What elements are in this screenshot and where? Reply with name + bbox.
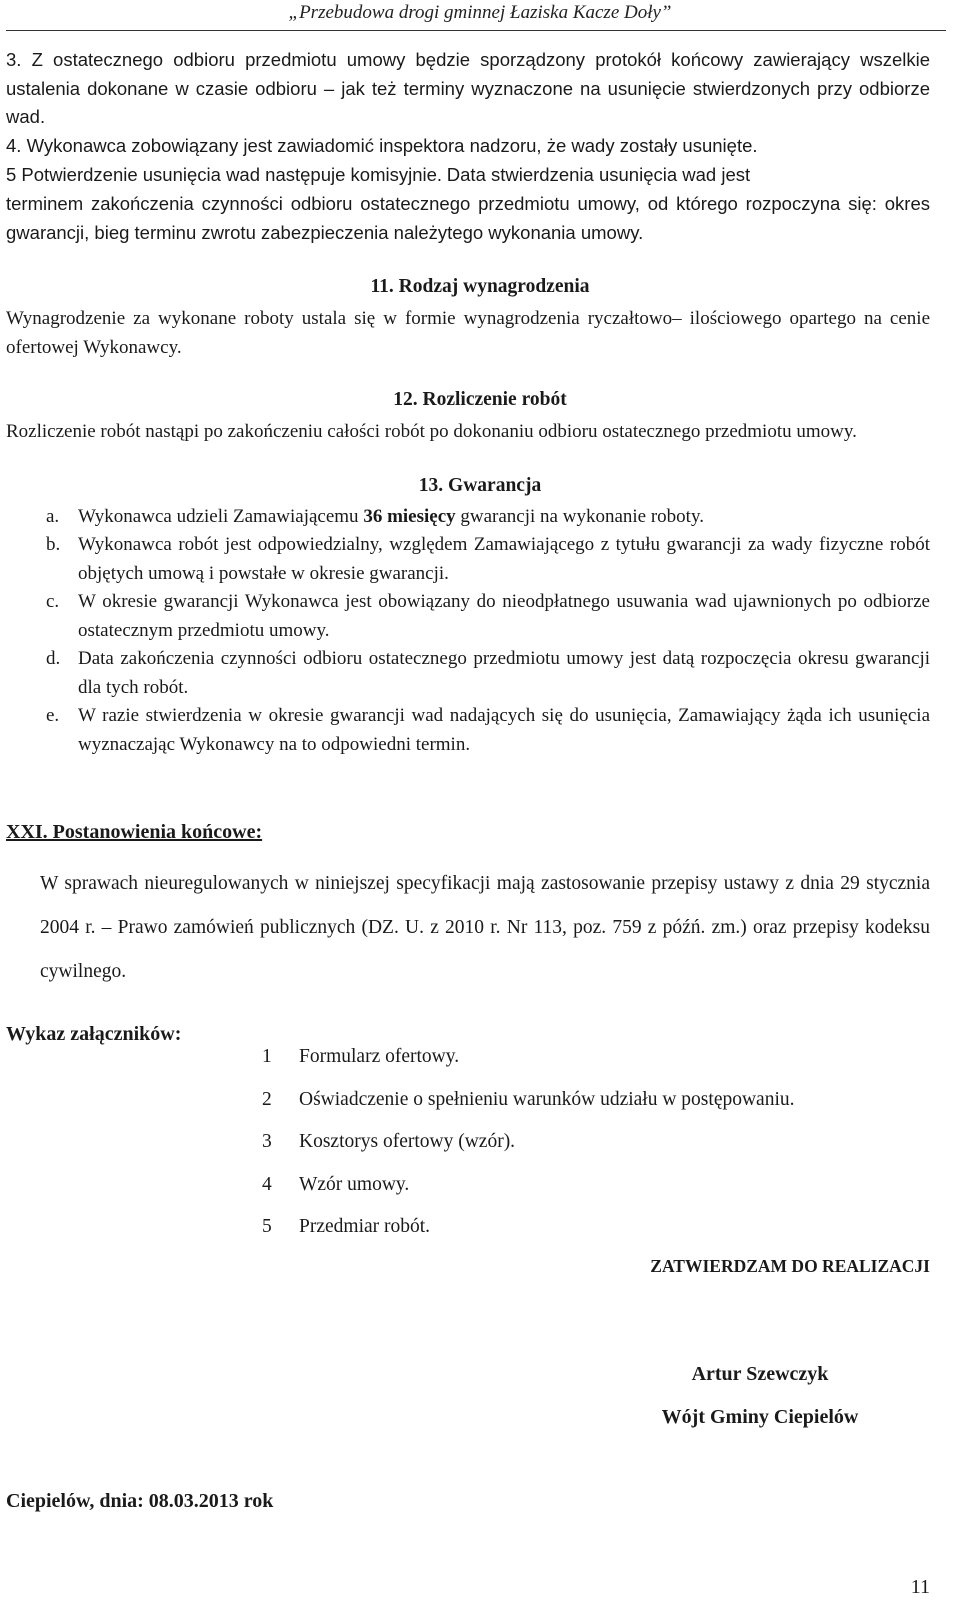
paragraph-5-cont: terminem zakończenia czynności odbioru ostatecznego przedmiotu umowy, od którego rozpoczyna się: okres gwarancji, bieg terminu zwrotu zabezpieczenia należytego wykonania umowy. <box>6 193 930 243</box>
attachment-number: 3 <box>262 1131 272 1152</box>
section-12-text: Rozliczenie robót nastąpi po zakończeniu całości robót po dokonaniu odbioru ostatecznego przedmiotu umowy. <box>6 421 857 442</box>
attachment-number: 5 <box>262 1216 272 1237</box>
approver-name: Artur Szewczyk <box>691 1363 829 1385</box>
attachment-label: Formularz ofertowy. <box>299 1046 460 1067</box>
attachment-item <box>262 1216 430 1238</box>
section-11-text: Wynagrodzenie za wykonane roboty ustala się w formie wynagrodzenia ryczałtowo– ilościowego opartego na cenie ofertowej Wykonawcy. <box>6 308 930 358</box>
guarantee-item-c <box>6 588 930 646</box>
running-header: „Przebudowa drogi gminnej Łaziska Kacze Doły” <box>288 2 672 23</box>
paragraph-5 <box>6 161 930 191</box>
section-11-heading: 11. Rodzaj wynagrodzenia <box>370 276 590 297</box>
attachment-item <box>262 1131 515 1153</box>
approval-stamp: ZATWIERDZAM DO REALIZACJI <box>650 1256 930 1276</box>
attachments-heading: Wykaz załączników: <box>6 1023 182 1045</box>
attachment-number: 2 <box>262 1089 272 1110</box>
attachment-item <box>262 1174 409 1196</box>
guarantee-a-post: gwarancji na wykonanie roboty. <box>455 506 704 527</box>
attachment-item <box>262 1046 459 1068</box>
guarantee-item-b <box>6 531 930 589</box>
guarantee-item-label: a. <box>46 506 60 527</box>
guarantee-item-label: b. <box>46 534 61 555</box>
guarantee-item-text: W razie stwierdzenia w okresie gwarancji wad nadających się do usunięcia, Zamawiający żąda ich usunięcia wyznaczając Wykonawcy na to odpowiedni termin. <box>78 705 930 755</box>
page-number: 11 <box>910 1576 930 1598</box>
section-xxi-text: W sprawach nieuregulowanych w niniejszej specyfikacji mają zastosowanie przepisy ustawy z dnia 29 stycznia 2004 r. – Prawo zamówień publicznych (DZ. U. z 2010 r. Nr 113, poz. 759 z późń. zm.) oraz przepisy kodeksu cywilnego. <box>40 873 930 982</box>
guarantee-item-text: Data zakończenia czynności odbioru ostatecznego przedmiotu umowy jest datą rozpoczęcia okresu gwarancji dla tych robót. <box>78 648 930 698</box>
paragraph-5-lead: 5 Potwierdzenie usunięcia wad następuje komisyjnie. <box>6 164 443 185</box>
guarantee-item-label: d. <box>46 648 61 669</box>
guarantee-item-text: Wykonawca robót jest odpowiedzialny, względem Zamawiającego z tytułu gwarancji za wady fizyczne robót objętych umową i powstałe w okresie gwarancji. <box>78 534 930 584</box>
attachment-number: 4 <box>262 1174 272 1195</box>
section-13-heading: 13. Gwarancja <box>418 475 542 496</box>
section-xxi-heading: XXI. Postanowienia końcowe: <box>6 821 263 843</box>
attachment-label: Przedmiar robót. <box>299 1216 431 1237</box>
guarantee-item-a <box>6 503 930 532</box>
guarantee-item-d <box>6 645 930 703</box>
guarantee-item-text: W okresie gwarancji Wykonawca jest obowiązany do nieodpłatnego usuwania wad ujawnionych po odbiorze ostatecznym przedmiotu umowy. <box>78 591 930 641</box>
attachment-label: Kosztorys ofertowy (wzór). <box>299 1131 516 1152</box>
attachment-label: Wzór umowy. <box>299 1174 410 1195</box>
paragraph-4: 4. Wykonawca zobowiązany jest zawiadomić inspektora nadzoru, że wady zostały usunięte. <box>6 135 758 156</box>
guarantee-a-bold: 36 miesięcy <box>363 506 456 527</box>
approver-role: Wójt Gminy Ciepielów <box>661 1406 859 1428</box>
guarantee-item-text <box>78 503 930 532</box>
section-12-heading: 12. Rozliczenie robót <box>393 389 567 410</box>
guarantee-a-pre: Wykonawca udzieli Zamawiającemu <box>78 506 364 527</box>
paragraph-5-mid: Data stwierdzenia usunięcia wad jest <box>446 164 751 185</box>
header-rule <box>6 30 946 31</box>
guarantee-item-e <box>6 702 930 760</box>
place-and-date: Ciepielów, dnia: 08.03.2013 rok <box>6 1490 274 1512</box>
paragraph-3: 3. Z ostatecznego odbioru przedmiotu umowy będzie sporządzony protokół końcowy zawierający wszelkie ustalenia dokonane w czasie odbioru – jak też terminy wyznaczone na usunięcie stwierdzonych przy odbiorze wad. <box>6 49 930 127</box>
attachment-number: 1 <box>262 1046 272 1067</box>
attachment-item <box>262 1089 795 1111</box>
guarantee-item-label: c. <box>46 591 60 612</box>
attachment-label: Oświadczenie o spełnieniu warunków udziału w postępowaniu. <box>299 1089 795 1110</box>
guarantee-item-label: e. <box>46 705 60 726</box>
